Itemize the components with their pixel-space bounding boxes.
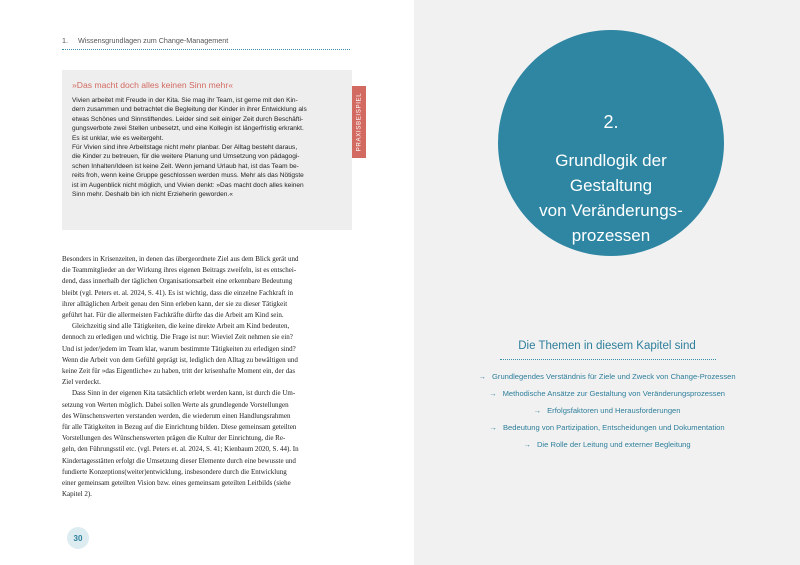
- chapter-title-line: Grundlogik der: [555, 151, 667, 170]
- practice-line: die Kinder zu betreuen, für die weitere Planung und Umsetzung von pädagogi-: [72, 153, 300, 161]
- body-line: fundierte Konzeptions(weiter)entwicklung, insbesondere durch die Entwicklung: [62, 467, 287, 476]
- body-line: Dass Sinn in der eigenen Kita tatsächlich erlebt werden kann, ist durch die Um-: [72, 389, 296, 398]
- practice-line: Sinn mehr. Deshalb bin ich nicht Erzieherin geworden.«: [72, 191, 233, 199]
- practice-line: gungsverbote zwei Stellen unbesetzt, und eine Kollegin ist längerfristig erkrankt.: [72, 125, 304, 133]
- chapter-title: [498, 148, 724, 248]
- chapter-circle: [498, 30, 724, 256]
- body-line: des Wünschenswerten verstanden werden, die wiederum einen Handlungsrahmen: [62, 411, 291, 420]
- practice-example-tab-label: PRAXISBEISPIEL: [355, 92, 363, 152]
- body-line: Kapitel 2).: [62, 490, 92, 499]
- topics-list: [414, 368, 800, 453]
- practice-line: Vivien arbeitet mit Freude in der Kita. Sie mag ihr Team, ist gerne mit den Kin-: [72, 97, 298, 104]
- body-line: Gleichzeitig sind alle Tätigkeiten, die keine direkte Arbeit am Kind bedeuten,: [72, 322, 290, 331]
- body-line: für alle Tätigkeiten in Bezug auf die Einrichtung bilden. Diese gemeinsam geteilten: [62, 423, 297, 432]
- topic-item: [414, 402, 800, 419]
- body-line: setzung von Werten möglich. Dabei sollen Werte als grundlegende Vorstellungen: [62, 400, 289, 409]
- chapter-number: 2.: [603, 112, 619, 132]
- arrow-right-icon: →: [489, 423, 497, 432]
- practice-line: schen Inhalten/Ideen ist keine Zeit. Wenn jemand Urlaub hat, ist das Team be-: [72, 162, 299, 170]
- topic-item: [414, 436, 800, 453]
- page-number: 30: [67, 527, 89, 549]
- running-header: [62, 36, 350, 50]
- topic-label: Die Rolle der Leitung und externer Begleitung: [536, 440, 691, 449]
- topic-item: [414, 385, 800, 402]
- arrow-right-icon: →: [488, 389, 497, 398]
- practice-example-text: [72, 96, 342, 199]
- body-line: keine Zeit für »das Eigentliche« zu haben, tritt der krisenhafte Moment ein, der das: [62, 367, 296, 376]
- practice-example-title: »Das macht doch alles keinen Sinn mehr«: [72, 80, 233, 90]
- right-page: [414, 0, 800, 565]
- body-line: bleibt (vgl. Peters et. al. 2024, S. 41). Es ist wichtig, dass die einzelne Fachkraft in: [62, 288, 293, 297]
- body-line: Ziel verdeckt.: [62, 378, 101, 387]
- arrow-right-icon: →: [478, 372, 487, 381]
- body-line: dennoch zu erledigen und wichtig. Die Frage ist nur: Wieviel Zeit nehmen sie ein?: [62, 333, 293, 342]
- chapter-title-line: von Veränderungs-: [539, 201, 683, 220]
- practice-example-tab: [352, 86, 366, 158]
- practice-line: etwas Schönes und Sinnstiftendes. Leider sind seit einiger Zeit durch Beschäfti-: [72, 115, 304, 123]
- practice-line: reits froh, wenn keine Gruppe geschlossen werden muss. Mehr als das Nötigste: [72, 172, 304, 180]
- topic-label: Erfolgsfaktoren und Herausforderungen: [547, 406, 681, 415]
- body-line: Und ist jeder/jedem im Team klar, warum bestimmte Tätigkeiten zu erledigen sind?: [62, 344, 296, 353]
- topic-item: [414, 368, 800, 385]
- topic-label: Methodische Ansätze zur Gestaltung von Veränderungsprozessen: [502, 389, 726, 398]
- body-line: dend, dass innerhalb der täglichen Organisationsarbeit eine erkennbare Bedeutung: [62, 277, 293, 286]
- running-header-number: 1.: [62, 36, 68, 45]
- body-text: [62, 254, 350, 500]
- body-line: Vorstellungen des Wünschenswerten prägen die Kultur der Einrichtung, die Re-: [62, 434, 286, 443]
- practice-line: ist im Augenblick nicht möglich, und Vivien denkt: »Das macht doch alles keinen: [72, 181, 304, 189]
- topic-label: Bedeutung von Partizipation, Entscheidungen und Dokumentation: [502, 423, 725, 432]
- practice-example-box: [62, 70, 352, 230]
- arrow-right-icon: →: [523, 440, 531, 449]
- running-header-title: Wissensgrundlagen zum Change-Management: [78, 36, 229, 45]
- practice-line: Für Vivien sind ihre Arbeitstage nicht mehr planbar. Der Alltag besteht daraus,: [72, 144, 298, 152]
- body-line: geln, den Führungsstil etc. (vgl. Peters et. al. 2024, S. 41; Kienbaum 2020, S. 44). In: [62, 445, 299, 454]
- topics-heading: Die Themen in diesem Kapitel sind: [518, 340, 696, 352]
- practice-line: dern zusammen und betrachtet die Begleitung der Kinder in ihrer Entwicklung als: [72, 106, 307, 114]
- arrow-right-icon: →: [533, 406, 542, 415]
- chapter-title-line: Gestaltung: [569, 176, 653, 195]
- body-line: Kindertagesstätten erfolgt die Umsetzung dieser Elemente durch eine bewusste und: [62, 456, 296, 465]
- body-line: ihrer alltäglichen Arbeit genau den Sinn erleben kann, der sie zu dieser Tätigkeit: [62, 299, 288, 308]
- practice-line: Es ist unklar, wie es weitergeht.: [72, 134, 164, 142]
- topics-divider: [500, 359, 716, 360]
- body-line: die Teammitglieder an der Wirkung ihres eigenen Beitrags zweifeln, ist es entschei-: [62, 266, 297, 275]
- topic-label: Grundlegendes Verständnis für Ziele und Zweck von Change-Prozessen: [492, 372, 736, 381]
- body-line: Wenn die Arbeit von dem Gefühl geprägt ist, lediglich den Alltag zu bewältigen und: [62, 355, 298, 364]
- body-line: einer gemeinsam geteilten Vision bzw. eines gemeinsam geteilten Leitbilds (siehe: [62, 479, 291, 488]
- chapter-title-line: prozessen: [571, 226, 651, 245]
- body-line: geführt hat. Für die allermeisten Fachkräfte dürfte das die Arbeit am Kind sein.: [62, 311, 284, 320]
- topic-item: [414, 419, 800, 436]
- body-line: Besonders in Krisenzeiten, in denen das übergeordnete Ziel aus dem Blick gerät und: [62, 255, 299, 263]
